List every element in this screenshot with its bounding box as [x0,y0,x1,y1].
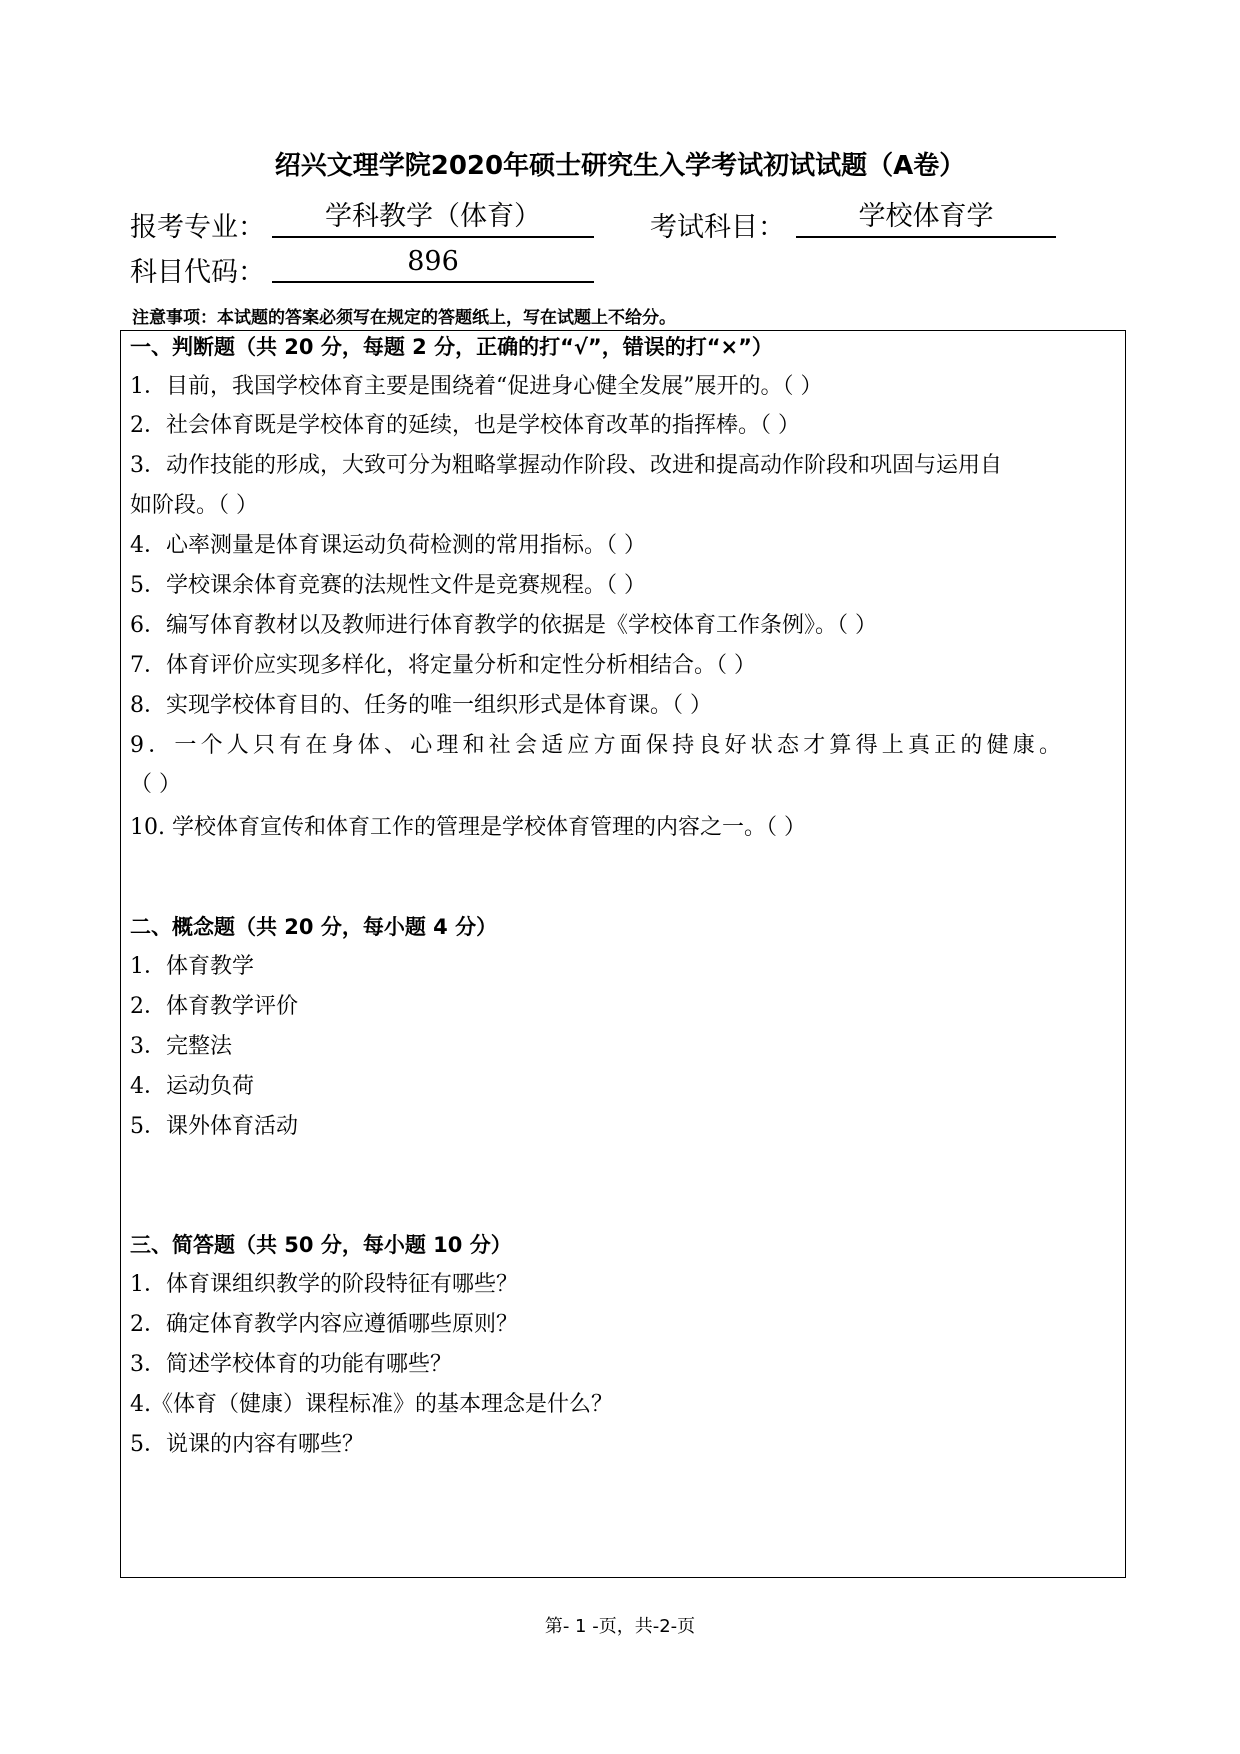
question-item: 3．动作技能的形成，大致可分为粗略掌握动作阶段、改进和提高动作阶段和巩固与运用自 [130,453,1003,478]
code-label: 科目代码： [130,257,265,288]
question-item: 7．体育评价应实现多样化，将定量分析和定性分析相结合。（ ） [130,653,756,678]
question-item: 6．编写体育教材以及教师进行体育教学的依据是《学校体育工作条例》。（ ） [130,613,877,638]
question-item: 4．运动负荷 [130,1074,254,1099]
question-item: 1．体育课组织教学的阶段特征有哪些？ [130,1272,518,1297]
section2-heading: 二、概念题（共 20 分，每小题 4 分） [130,915,498,939]
question-item: 5．学校课余体育竞赛的法规性文件是竞赛规程。（ ） [130,573,646,598]
question-item: 8．实现学校体育目的、任务的唯一组织形式是体育课。（ ） [130,693,712,718]
section1-heading: 一、判断题（共 20 分，每题 2 分，正确的打“√”，错误的打“×”） [130,335,773,359]
question-item: 1．目前，我国学校体育主要是围绕着“促进身心健全发展”展开的。（ ） [130,374,823,399]
question-item: 9．一个人只有在身体、心理和社会适应方面保持良好状态才算得上真正的健康。 [130,733,1066,758]
question-item: 5．课外体育活动 [130,1114,298,1139]
question-item: 3．完整法 [130,1034,232,1059]
question-item: 2．确定体育教学内容应遵循哪些原则？ [130,1312,518,1337]
subject-value: 学校体育学 [796,202,1056,238]
major-value: 学科教学（体育） [272,202,594,238]
question-item: （ ） [130,772,181,797]
exam-notice: 注意事项：本试题的答案必须写在规定的答题纸上，写在试题上不给分。 [132,308,676,328]
page-footer: 第- 1 -页，共-2-页 [544,1616,696,1637]
question-item: 10. 学校体育宣传和体育工作的管理是学校体育管理的内容之一。（ ） [130,815,806,840]
question-item: 如阶段。（ ） [130,493,258,518]
question-item: 1．体育教学 [130,954,254,979]
question-item: 4．心率测量是体育课运动负荷检测的常用指标。（ ） [130,533,646,558]
question-item: 2．社会体育既是学校体育的延续，也是学校体育改革的指挥棒。（ ） [130,413,800,438]
section3-heading: 三、简答题（共 50 分，每小题 10 分） [130,1233,512,1257]
subject-label: 考试科目： [650,212,785,243]
major-label: 报考专业： [130,212,265,243]
question-item: 2．体育教学评价 [130,994,298,1019]
question-item: 5．说课的内容有哪些？ [130,1432,364,1457]
code-value: 896 [272,247,594,283]
question-item: 3．简述学校体育的功能有哪些？ [130,1352,452,1377]
question-item: 4.《体育（健康）课程标准》的基本理念是什么？ [130,1392,613,1417]
exam-title: 绍兴文理学院2020年硕士研究生入学考试初试试题（A卷） [274,151,966,181]
